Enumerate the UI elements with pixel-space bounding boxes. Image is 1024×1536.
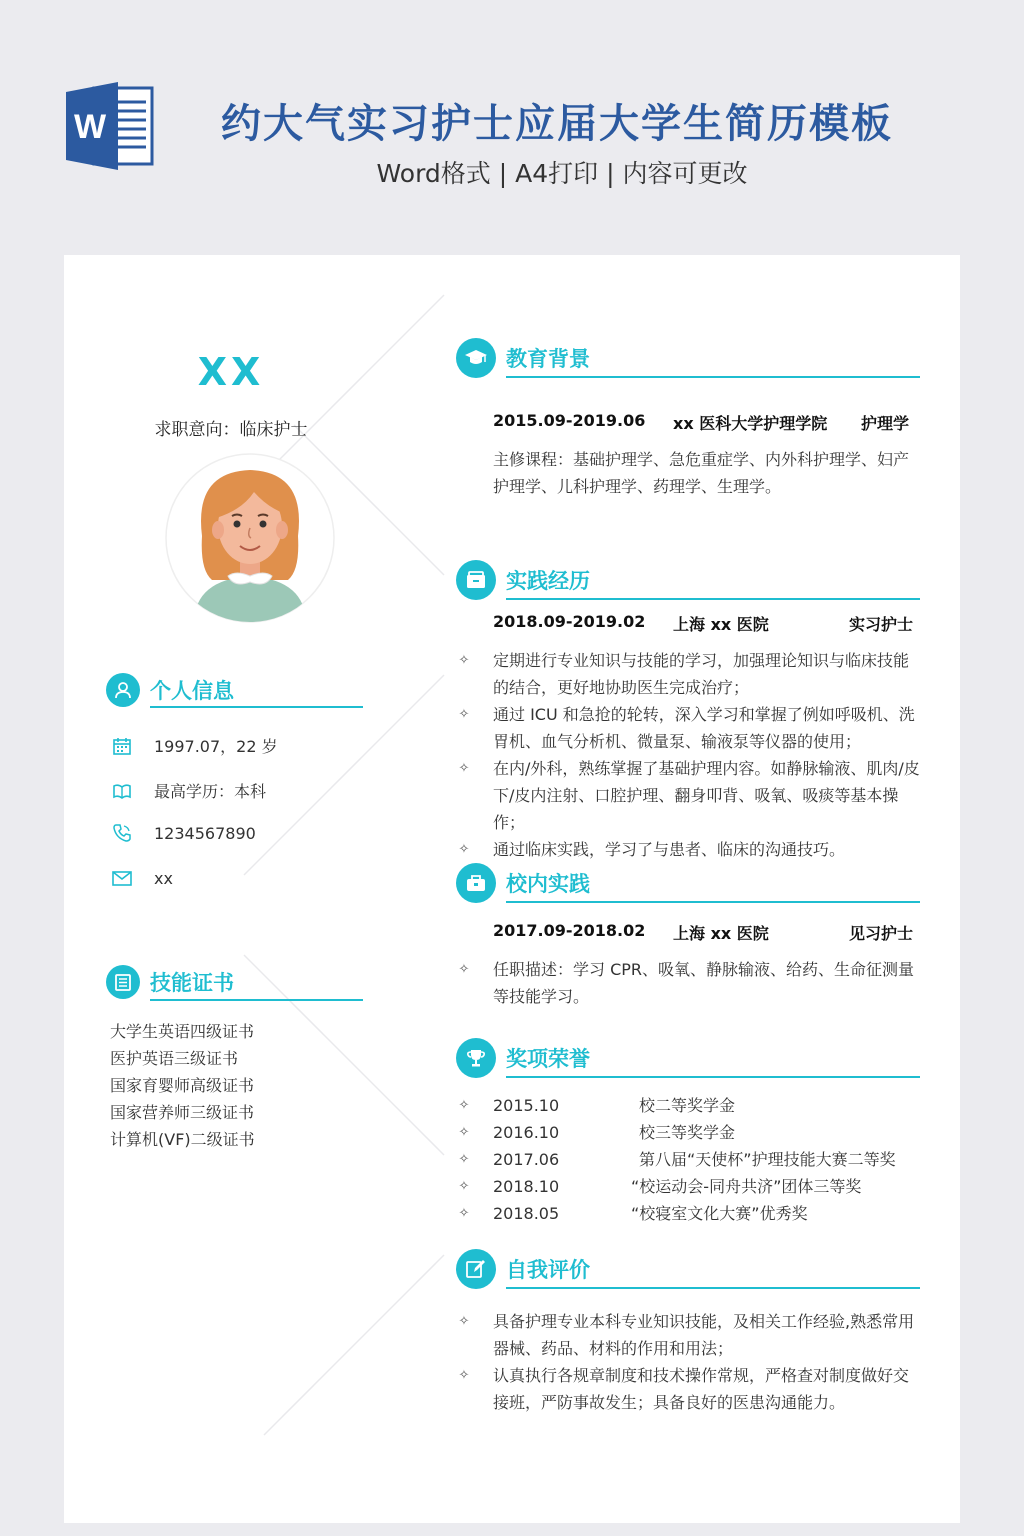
skill-item: 医护英语三级证书 [110, 1049, 239, 1068]
bullet-diamond-icon: ✧ [458, 1314, 470, 1329]
info-education-text: 最高学历：本科 [154, 782, 267, 801]
bullet-diamond-icon: ✧ [458, 842, 470, 857]
section-divider [506, 1287, 920, 1289]
awards-title: 奖项荣誉 [506, 1047, 590, 1071]
practice-period: 2018.09-2019.02 [493, 612, 646, 631]
user-icon [106, 673, 140, 707]
phone-icon [112, 823, 132, 843]
education-school: xx 医科大学护理学院 [673, 414, 828, 433]
education-courses: 主修课程：基础护理学、急危重症学、内外科护理学、妇产护理学、儿科护理学、药理学、生理学。 [493, 450, 910, 496]
self-eval-bullets [457, 1308, 923, 1416]
candidate-name: XX [197, 350, 265, 394]
skills-title: 技能证书 [150, 971, 234, 995]
bullet-diamond-icon: ✧ [458, 1368, 470, 1383]
bullet-diamond-icon: ✧ [458, 1125, 470, 1140]
list-item: ✧ 通过临床实践，学习了与患者、临床的沟通技巧。 [457, 836, 923, 863]
book-icon [112, 781, 132, 801]
award-date: 2017.06 [493, 1150, 560, 1169]
awards-list [457, 1092, 923, 1227]
section-divider [506, 901, 920, 903]
info-phone-text: 1234567890 [154, 823, 256, 843]
awards-header [456, 1038, 590, 1078]
list-item: ✧ 具备护理专业本科专业知识技能，及相关工作经验,熟悉常用器械、药品、材料的作用和用法； [457, 1308, 923, 1362]
campus-place: 上海 xx 医院 [673, 924, 769, 943]
list-item: ✧ 通过 ICU 和急抢的轮转，深入学习和掌握了例如呼吸机、洗胃机、血气分析机、微量泵、输液泵等仪器的使用； [457, 701, 923, 755]
award-date: 2018.05 [493, 1204, 560, 1223]
bullet-diamond-icon: ✧ [458, 707, 470, 722]
skill-item: 大学生英语四级证书 [110, 1022, 255, 1041]
graduation-cap-icon [456, 338, 496, 378]
campus-row [493, 921, 913, 944]
practice-role: 实习护士 [849, 615, 914, 634]
practice-title: 实践经历 [506, 569, 590, 593]
word-logo-letter: W [73, 108, 107, 146]
resume-paper [64, 255, 960, 1523]
award-name: “校寝室文化大赛”优秀奖 [631, 1204, 808, 1223]
self-eval-title: 自我评价 [506, 1258, 590, 1282]
info-birth [112, 734, 278, 757]
skill-item: 国家育婴师高级证书 [110, 1076, 255, 1095]
award-name: 校三等奖学金 [639, 1123, 736, 1142]
campus-title: 校内实践 [506, 872, 590, 896]
section-divider [506, 598, 920, 600]
self-eval-header [456, 1249, 590, 1289]
page-title: 约大气实习护士应届大学生简历模板 [221, 101, 893, 147]
bullet-diamond-icon: ✧ [458, 962, 470, 977]
education-title: 教育背景 [506, 347, 590, 371]
list-item [457, 1119, 923, 1146]
skill-item: 国家营养师三级证书 [110, 1103, 255, 1122]
info-birth-text: 1997.07，22 岁 [154, 737, 278, 756]
bullet-diamond-icon: ✧ [458, 1206, 470, 1221]
campus-header [456, 863, 590, 903]
section-divider [150, 999, 363, 1001]
avatar [164, 452, 336, 624]
campus-bullets [457, 956, 923, 1010]
list-item: ✧ 定期进行专业知识与技能的学习，加强理论知识与临床技能的结合，更好地协助医生完成治疗； [457, 647, 923, 701]
list-item [457, 1092, 923, 1119]
award-date: 2018.10 [493, 1177, 560, 1196]
skill-item: 计算机(VF)二级证书 [110, 1130, 255, 1149]
calendar-icon [112, 736, 132, 756]
personal-info-title: 个人信息 [150, 679, 234, 703]
personal-info-header [106, 673, 234, 707]
list-item: ✧ 认真执行各规章制度和技术操作常规，严格查对制度做好交接班，严防事故发生；具备良好的医患沟通能力。 [457, 1362, 923, 1416]
practice-place: 上海 xx 医院 [673, 615, 769, 634]
briefcase-icon [456, 560, 496, 600]
job-intent: 求职意向：临床护士 [154, 420, 308, 440]
bullet-diamond-icon: ✧ [458, 653, 470, 668]
certificate-book-icon [106, 965, 140, 999]
skills-list [110, 1018, 255, 1153]
bag-icon [456, 863, 496, 903]
award-name: 第八届“天使杯”护理技能大赛二等奖 [639, 1150, 896, 1169]
info-email [112, 868, 173, 888]
skills-header [106, 965, 234, 999]
award-date: 2016.10 [493, 1123, 560, 1142]
practice-bullets [457, 647, 923, 863]
education-row [493, 411, 909, 434]
list-item: ✧ 任职描述：学习 CPR、吸氧、静脉输液、给药、生命征测量等技能学习。 [457, 956, 923, 1010]
section-divider [506, 376, 920, 378]
bullet-diamond-icon: ✧ [458, 1152, 470, 1167]
bullet-diamond-icon: ✧ [458, 761, 470, 776]
practice-row [493, 612, 913, 635]
list-item [457, 1173, 923, 1200]
list-item [457, 1146, 923, 1173]
campus-period: 2017.09-2018.02 [493, 921, 646, 940]
info-phone [112, 823, 256, 843]
practice-header [456, 560, 590, 600]
list-item: ✧ 在内/外科，熟练掌握了基础护理内容。如静脉输液、肌肉/皮下/皮内注射、口腔护理、翻身叩背、吸氧、吸痰等基本操作； [457, 755, 923, 836]
bullet-diamond-icon: ✧ [458, 1098, 470, 1113]
education-period: 2015.09-2019.06 [493, 411, 646, 430]
award-name: 校二等奖学金 [639, 1096, 736, 1115]
info-email-text: xx [154, 868, 173, 888]
page-subtitle: Word格式 | A4打印 | 内容可更改 [376, 159, 748, 188]
education-header [456, 338, 590, 378]
mail-icon [112, 868, 132, 888]
award-name: “校运动会-同舟共济”团体三等奖 [631, 1177, 862, 1196]
education-major: 护理学 [861, 414, 910, 433]
trophy-icon [456, 1038, 496, 1078]
list-item [457, 1200, 923, 1227]
section-divider [150, 706, 363, 708]
bullet-diamond-icon: ✧ [458, 1179, 470, 1194]
edit-icon [456, 1249, 496, 1289]
info-education [112, 779, 266, 802]
award-date: 2015.10 [493, 1096, 560, 1115]
section-divider [506, 1076, 920, 1078]
campus-role: 见习护士 [849, 924, 914, 943]
